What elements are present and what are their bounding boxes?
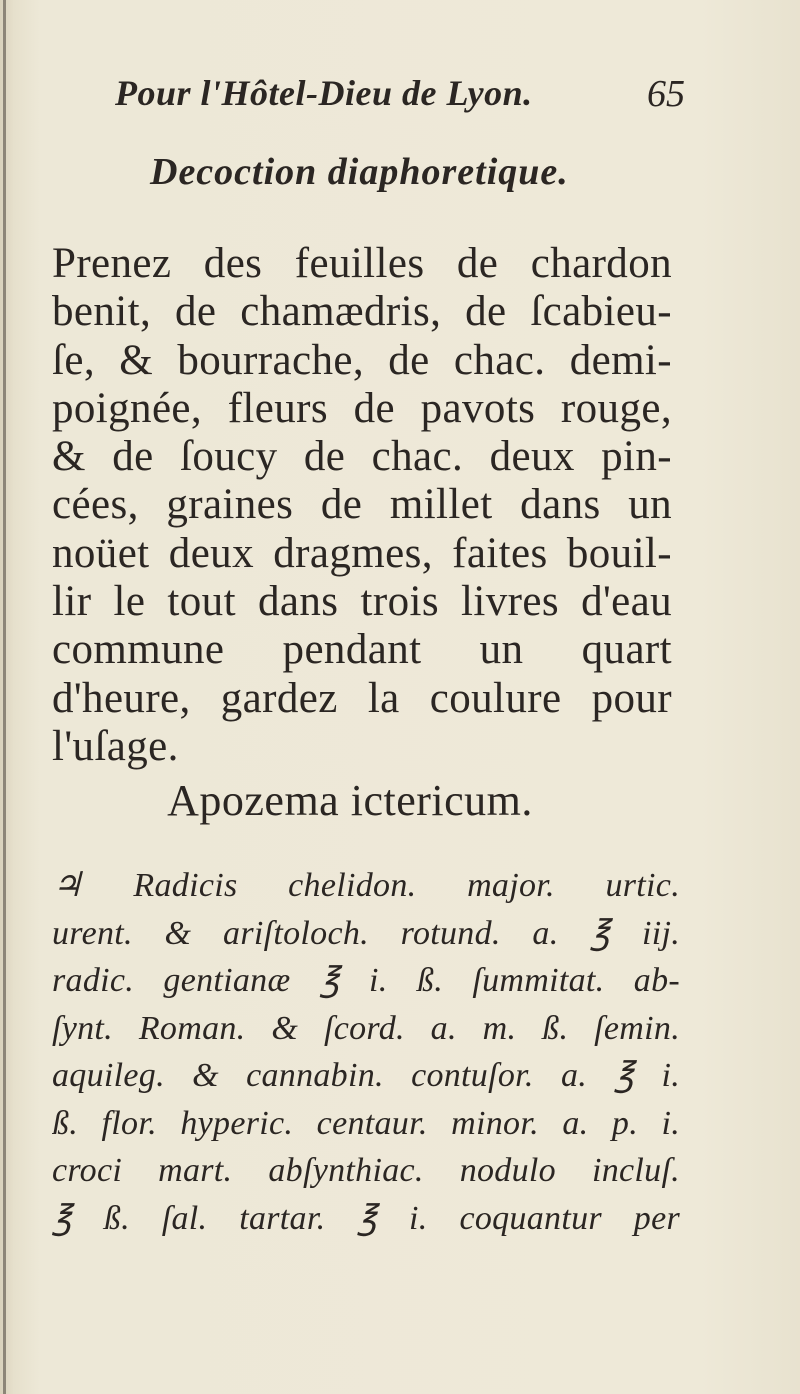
formula-line: ß. flor. hyperic. centaur. minor. a. p. i. <box>52 1104 680 1142</box>
text-line: ſe, & bourrache, de chac. demi- <box>52 336 672 384</box>
formula-line: ſynt. Roman. & ſcord. a. m. ß. ſemin. <box>52 1009 680 1047</box>
formula-line: aquileg. & cannabin. contuſor. a. ℥ i. <box>52 1057 680 1094</box>
text-line: l'uſage. <box>52 722 179 770</box>
text-line: commune pendant un quart <box>52 626 672 674</box>
formula-line: urent. & ariſtoloch. rotund. a. ℥ iij. <box>52 914 680 952</box>
formula-line: ♃ Radicis chelidon. major. urtic. <box>52 867 680 904</box>
text-line: Prenez des feuilles de chardon <box>52 240 672 287</box>
text-line: noüet deux dragmes, faites bouil- <box>52 529 672 577</box>
recipe-body <box>52 240 672 771</box>
apozema-formula <box>52 862 680 1242</box>
text-line: d'heure, gardez la coulure pour <box>52 674 672 722</box>
text-line: poignée, fleurs de pavots rouge, <box>52 384 672 432</box>
text-line: cées, graines de millet dans un <box>52 481 672 529</box>
formula-line: croci mart. abſynthiac. nodulo incluſ. <box>52 1152 680 1189</box>
text-line: lir le tout dans trois livres d'eau <box>52 578 672 626</box>
text-line: & de ſoucy de chac. deux pin- <box>52 433 672 481</box>
page-gutter-edge <box>3 0 6 1394</box>
page-number: 65 <box>647 73 685 115</box>
text-line: benit, de chamædris, de ſcabieu- <box>52 288 672 336</box>
running-head-title: Pour l'Hôtel-Dieu de Lyon. <box>115 73 533 113</box>
apozema-heading: Apozema ictericum. <box>167 776 533 825</box>
running-head <box>115 72 695 122</box>
recipe-title: Decoction diaphoretique. <box>150 151 569 193</box>
formula-line: radic. gentianæ ℥ i. ß. ſummitat. ab- <box>52 962 680 999</box>
formula-line: ℥ ß. ſal. tartar. ℥ i. coquantur per <box>52 1199 680 1237</box>
